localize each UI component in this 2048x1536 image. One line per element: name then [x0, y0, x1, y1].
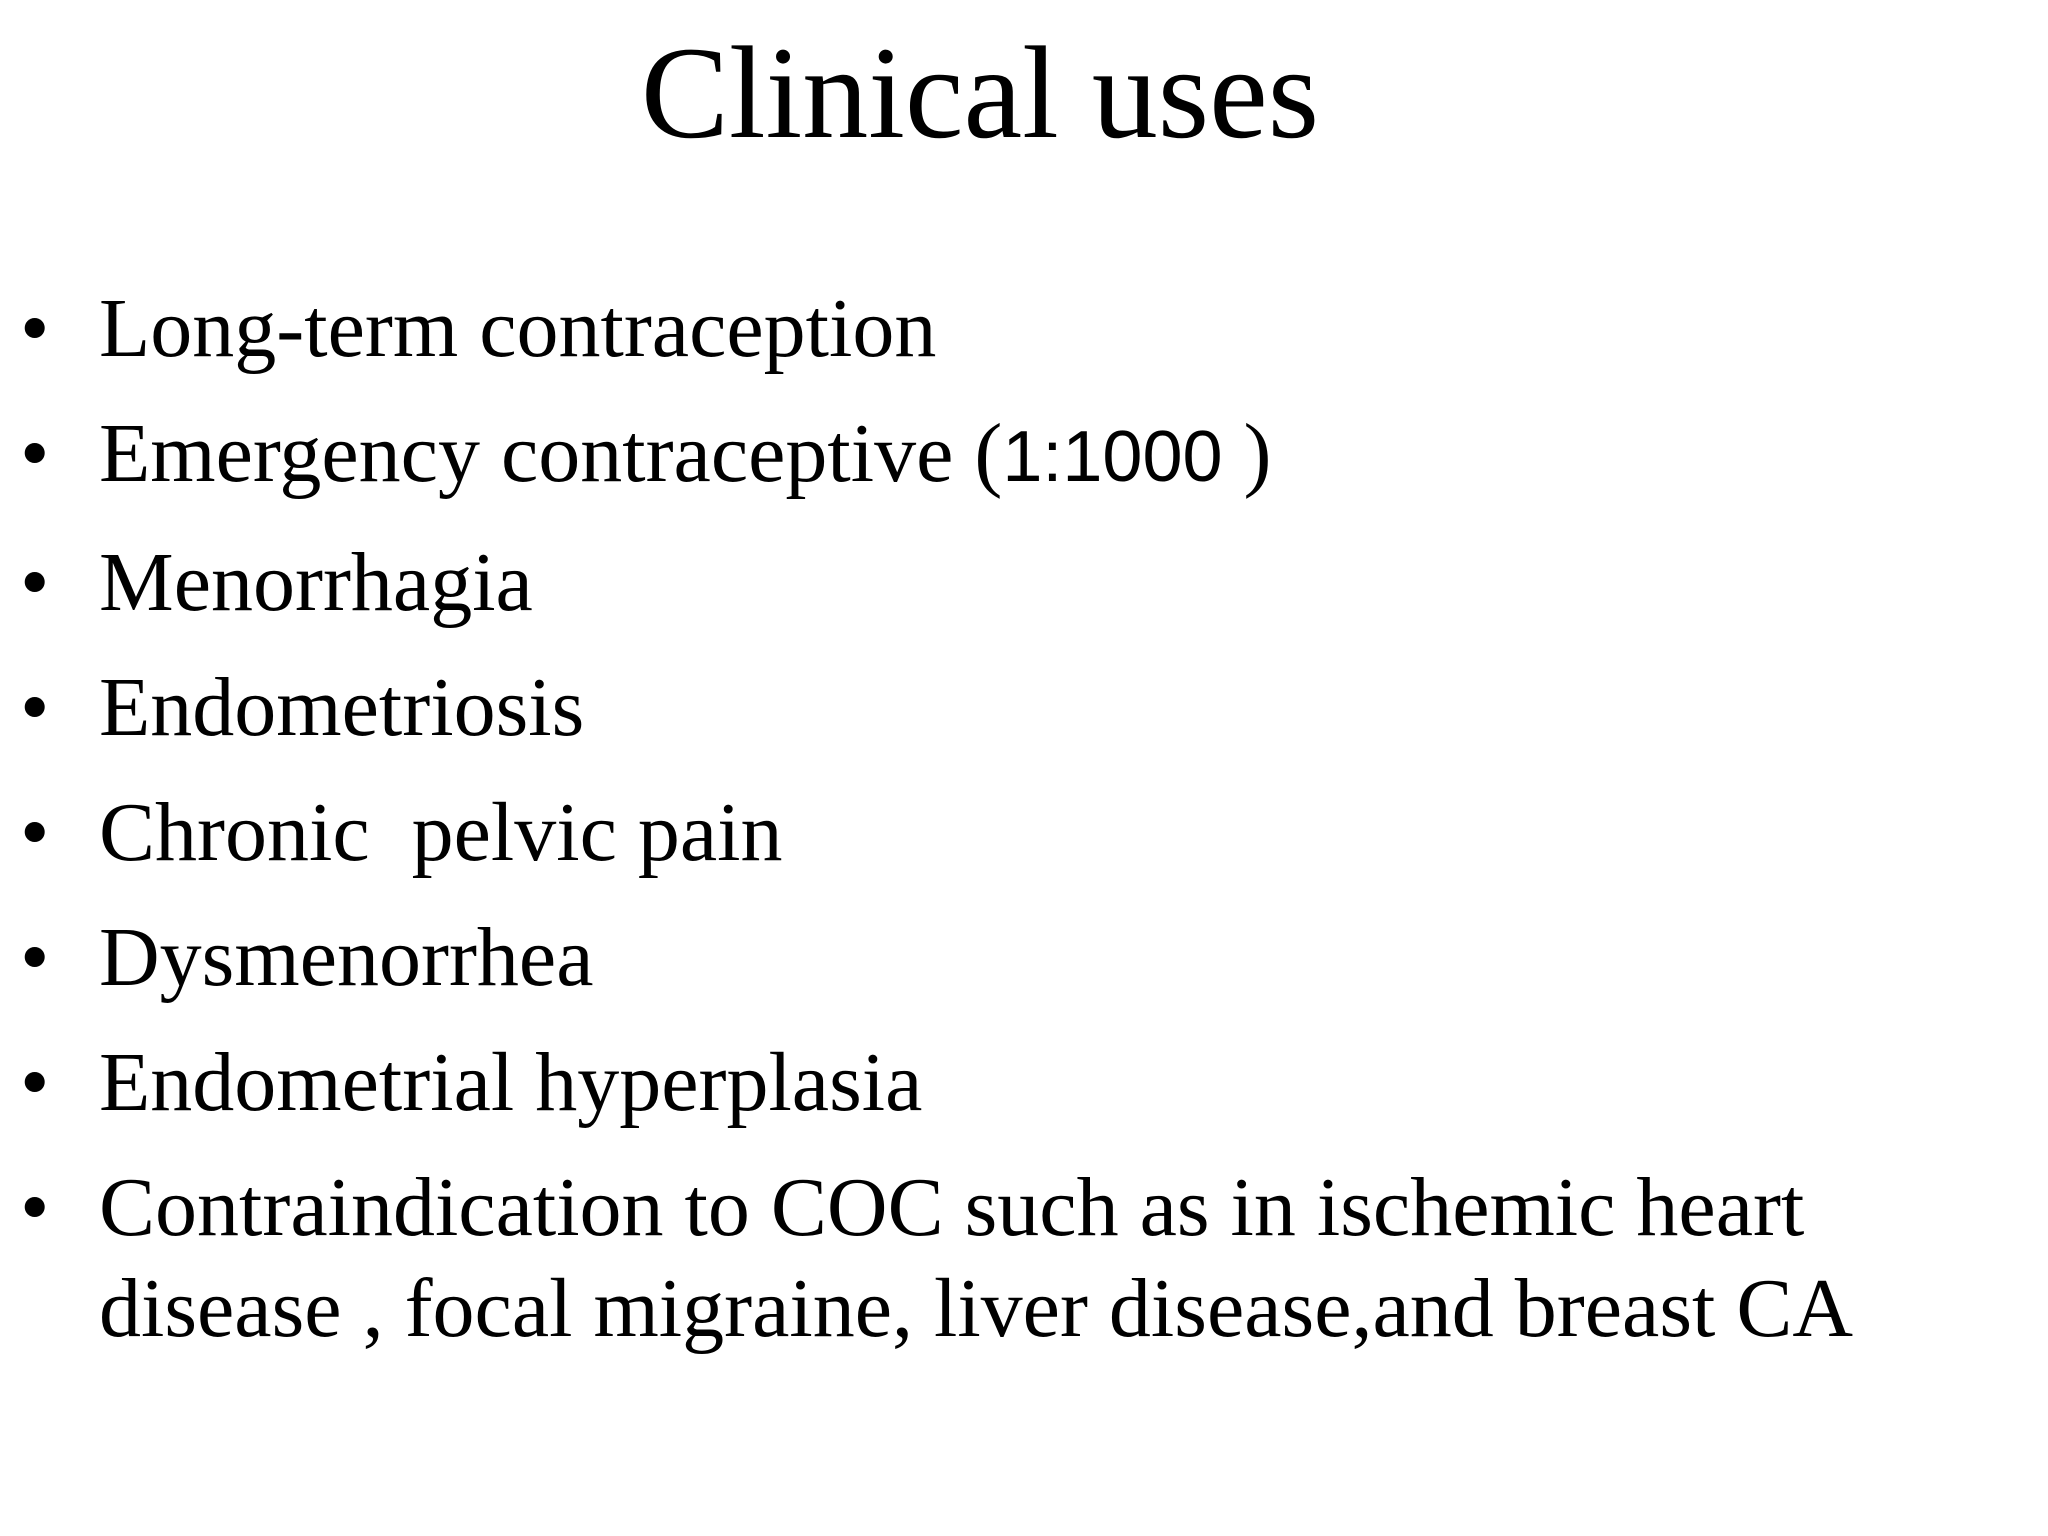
bullet-item-endometriosis: [0, 657, 2029, 758]
bullet-icon: •: [20, 536, 50, 629]
bullet-item-dysmenorrhea: [0, 907, 2029, 1008]
bullet-item-menorrhagia: [0, 532, 2029, 633]
slide-title: Clinical uses: [640, 19, 1320, 166]
bullet-item-endometrial-hyperplasia: [0, 1032, 2029, 1133]
bullet-text: Dysmenorrhea: [99, 911, 594, 1004]
bullet-icon: •: [20, 1161, 50, 1254]
bullet-item-chronic-pelvic-pain: [0, 782, 2029, 883]
bullet-text: Chronic pelvic pain: [99, 786, 783, 879]
bullet-item-long-term-contraception: [0, 278, 2029, 379]
bullet-ratio: 1:1000: [1002, 417, 1223, 497]
bullet-item-emergency-contraceptive: [0, 403, 2029, 508]
bullet-text: Contraindication to COC such as in ischemic heart disease , focal migraine, liver disease,and breast CA: [99, 1161, 1854, 1355]
bullet-text: Emergency contraceptive (: [99, 407, 1003, 500]
bullet-text: Long-term contraception: [99, 282, 937, 375]
bullet-icon: •: [20, 911, 50, 1004]
bullet-suffix: ): [1222, 407, 1272, 500]
bullet-list: [0, 278, 2048, 1359]
bullet-icon: •: [20, 786, 50, 879]
bullet-text: Menorrhagia: [99, 536, 533, 629]
bullet-text: Endometrial hyperplasia: [99, 1036, 923, 1129]
bullet-icon: •: [20, 1036, 50, 1129]
bullet-item-contraindication-to-coc: [0, 1157, 2029, 1359]
bullet-icon: •: [20, 282, 50, 375]
bullet-icon: •: [20, 407, 50, 500]
bullet-text: Endometriosis: [99, 661, 585, 754]
bullet-icon: •: [20, 661, 50, 754]
